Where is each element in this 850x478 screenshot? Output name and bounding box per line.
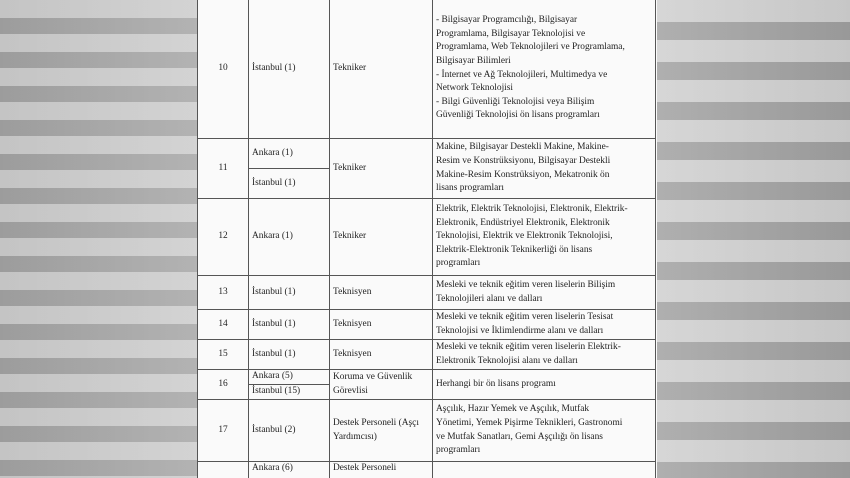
position-cell: Tekniker bbox=[330, 0, 433, 139]
city-cell: Ankara (5) bbox=[249, 370, 330, 385]
qualification-cell bbox=[433, 462, 656, 478]
qualification-cell: Herhangi bir ön lisans programı bbox=[433, 370, 656, 400]
table-row bbox=[198, 462, 656, 478]
qualification-cell: Makine, Bilgisayar Destekli Makine, Makine- Resim ve Konstrüksiyonu, Bilgisayar Destekli Makine-Resim Konstrüksiyon, Mekatronik ön lisans programları bbox=[433, 139, 656, 199]
city-cell: İstanbul (1) bbox=[249, 276, 330, 310]
row-number: 11 bbox=[198, 139, 249, 199]
document-page bbox=[197, 0, 657, 478]
position-cell: Destek Personeli bbox=[330, 462, 433, 478]
row-number: 15 bbox=[198, 340, 249, 370]
position-cell: Teknisyen bbox=[330, 340, 433, 370]
table-row bbox=[198, 340, 656, 370]
row-number: 13 bbox=[198, 276, 249, 310]
row-number bbox=[198, 462, 249, 478]
table-row bbox=[198, 199, 656, 276]
city-cell: İstanbul (1) bbox=[249, 310, 330, 340]
city-cell: Ankara (6) bbox=[249, 462, 330, 478]
position-cell: Teknisyen bbox=[330, 276, 433, 310]
table-row bbox=[198, 400, 656, 462]
qualification-cell: Mesleki ve teknik eğitim veren liselerin Bilişim Teknolojileri alanı ve dalları bbox=[433, 276, 656, 310]
row-number: 10 bbox=[198, 0, 249, 139]
position-cell: Tekniker bbox=[330, 199, 433, 276]
qualification-cell: Aşçılık, Hazır Yemek ve Aşçılık, Mutfak Yönetimi, Yemek Pişirme Teknikleri, Gastronomi ve Mutfak Sanatları, Gemi Aşçılığı ön lisans programları bbox=[433, 400, 656, 462]
row-number: 12 bbox=[198, 199, 249, 276]
city-cell: İstanbul (1) bbox=[249, 0, 330, 139]
positions-table bbox=[197, 0, 656, 478]
qualification-cell: Elektrik, Elektrik Teknolojisi, Elektronik, Elektrik- Elektronik, Endüstriyel Elektronik, Elektronik Teknolojisi, Elektrik ve Elektronik Teknolojisi, Elektrik-Elektronik Teknikerliği ön lisans programları bbox=[433, 199, 656, 276]
position-cell: Teknisyen bbox=[330, 310, 433, 340]
row-number: 16 bbox=[198, 370, 249, 400]
qualification-cell: Mesleki ve teknik eğitim veren liselerin Elektrik- Elektronik Teknolojisi alanı ve dalları bbox=[433, 340, 656, 370]
city-cell: Ankara (1) bbox=[249, 139, 330, 169]
qualification-cell: - Bilgisayar Programcılığı, Bilgisayar Programlama, Bilgisayar Teknolojisi ve Programlama, Web Teknolojileri ve Programlama, Bilgisayar Bilimleri - İnternet ve Ağ Teknolojileri, Multimedya ve Network Teknolojisi - Bilgi Güvenliği Teknolojisi veya Bilişim Güvenliği Teknolojisi ön lisans programları bbox=[433, 0, 656, 139]
table-row bbox=[198, 276, 656, 310]
city-cell: İstanbul (2) bbox=[249, 400, 330, 462]
position-cell: Koruma ve Güvenlik Görevlisi bbox=[330, 370, 433, 400]
table-row bbox=[198, 370, 656, 385]
table-row bbox=[198, 0, 656, 139]
position-cell: Destek Personeli (Aşçı Yardımcısı) bbox=[330, 400, 433, 462]
city-cell: İstanbul (15) bbox=[249, 385, 330, 400]
city-cell: Ankara (1) bbox=[249, 199, 330, 276]
row-number: 17 bbox=[198, 400, 249, 462]
table-row bbox=[198, 139, 656, 169]
table-row bbox=[198, 310, 656, 340]
city-cell: İstanbul (1) bbox=[249, 340, 330, 370]
blurred-background-left bbox=[0, 0, 197, 478]
row-number: 14 bbox=[198, 310, 249, 340]
qualification-cell: Mesleki ve teknik eğitim veren liselerin Tesisat Teknolojisi ve İklimlendirme alanı ve dalları bbox=[433, 310, 656, 340]
position-cell: Tekniker bbox=[330, 139, 433, 199]
blurred-background-right bbox=[657, 0, 850, 478]
city-cell: İstanbul (1) bbox=[249, 169, 330, 199]
